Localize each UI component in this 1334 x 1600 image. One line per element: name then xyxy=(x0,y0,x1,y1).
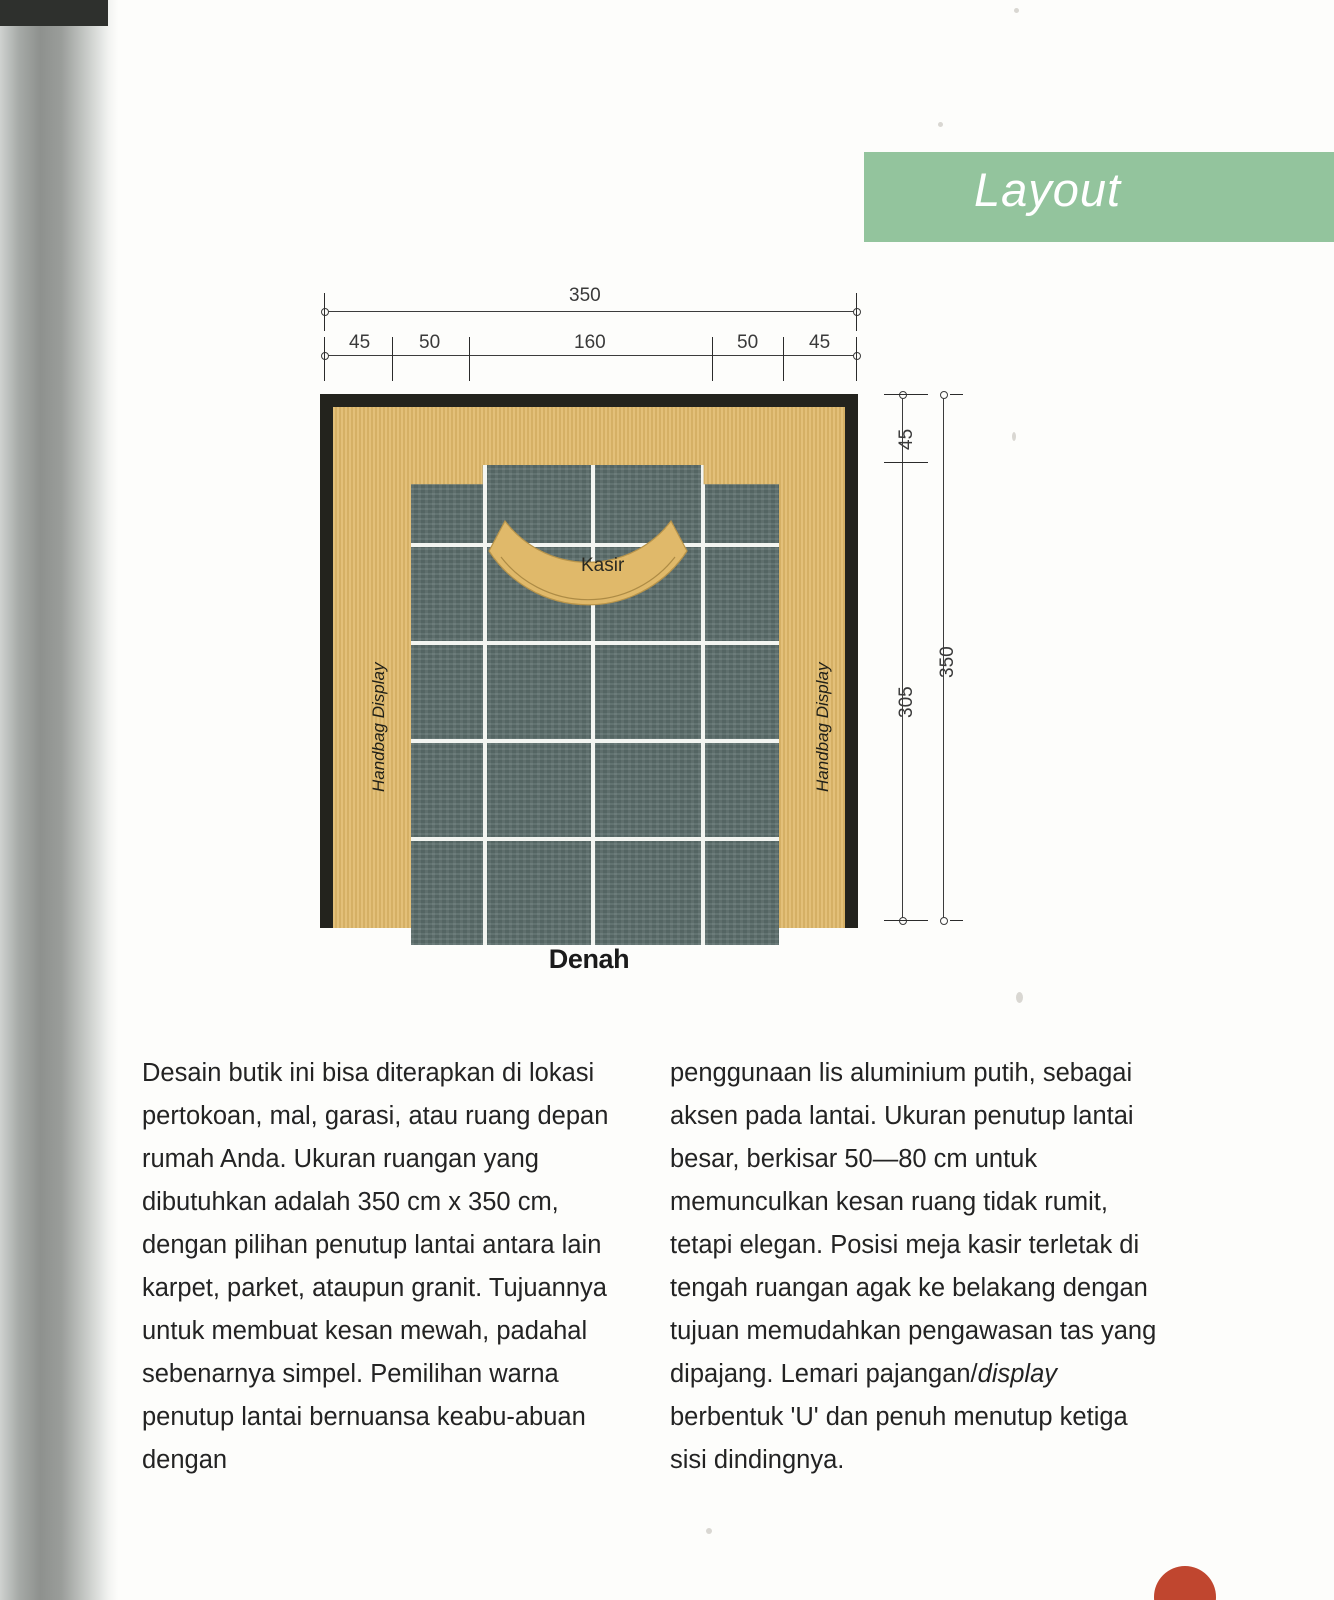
page-title: Layout xyxy=(974,163,1122,216)
grout-line-horizontal xyxy=(411,739,779,743)
dimension-chain-right xyxy=(868,388,963,928)
dim-tick xyxy=(884,394,928,395)
dim-label-total-top: 350 xyxy=(569,285,601,306)
dim-dot xyxy=(899,917,907,925)
cashier-counter xyxy=(485,507,691,607)
dim-label-right-seg-1: 45 xyxy=(896,428,917,450)
dim-tick xyxy=(712,337,713,381)
page-number-badge xyxy=(1154,1566,1216,1600)
section-header-band xyxy=(864,152,1334,242)
dim-tick xyxy=(856,293,857,331)
dim-dot xyxy=(321,308,329,316)
dim-dot xyxy=(321,352,329,360)
dim-line-segments-top xyxy=(324,355,856,356)
display-label-left: Handbag Display xyxy=(369,662,388,792)
body-paragraph-right xyxy=(670,1052,1160,1482)
dim-tick xyxy=(392,337,393,381)
dim-label-seg-2: 50 xyxy=(419,332,441,353)
scan-speck xyxy=(706,1528,712,1534)
body-column-right xyxy=(670,1052,1160,1482)
dim-tick xyxy=(469,337,470,381)
dim-tick xyxy=(324,293,325,331)
dimension-chain-top xyxy=(320,285,860,385)
dim-line-segments-right xyxy=(902,394,903,922)
dim-tick xyxy=(324,337,325,381)
scan-speck xyxy=(938,122,943,127)
body-text-pre-italic: penggunaan lis aluminium putih, sebagai aksen pada lantai. Ukuran penutup lantai besar, berkisar 50—80 cm untuk memunculkan kesan ruang tidak rumit, tetapi elegan. Posisi meja kasir terletak di tengah ruangan agak ke belakang dengan tujuan memudahkan pengawasan tas yang dipajang. Lemari pajangan/ xyxy=(670,1059,1157,1388)
dim-dot xyxy=(940,917,948,925)
body-column-left xyxy=(142,1052,612,1482)
dim-label-seg-4: 50 xyxy=(737,332,759,353)
body-text-italic: display xyxy=(977,1360,1058,1388)
grout-line-horizontal xyxy=(411,641,779,645)
dim-tick xyxy=(950,394,963,395)
display-label-right: Handbag Display xyxy=(813,662,832,792)
grout-line-vertical xyxy=(701,465,705,945)
dim-label-right-total: 350 xyxy=(937,646,958,678)
page-top-edge-shadow xyxy=(0,0,108,26)
dim-dot xyxy=(853,308,861,316)
dim-label-seg-3: 160 xyxy=(574,332,606,353)
dim-dot xyxy=(940,391,948,399)
dim-line-total-top xyxy=(324,311,856,312)
dim-tick xyxy=(950,920,963,921)
body-text-post-italic: berbentuk 'U' dan penuh menutup ketiga sisi dindingnya. xyxy=(670,1403,1128,1474)
scan-speck xyxy=(1012,432,1016,441)
figure-caption: Denah xyxy=(548,944,630,974)
grout-line-horizontal xyxy=(411,837,779,841)
floor-plan-figure xyxy=(320,394,858,928)
dim-tick xyxy=(884,920,928,921)
book-gutter-shadow xyxy=(0,0,118,1600)
display-cabinet-band xyxy=(333,407,845,928)
dim-dot xyxy=(899,391,907,399)
dim-label-seg-5: 45 xyxy=(809,332,831,353)
dim-tick xyxy=(856,337,857,381)
scan-speck xyxy=(1016,992,1023,1003)
dim-tick xyxy=(783,337,784,381)
dim-label-seg-1: 45 xyxy=(349,332,371,353)
dim-tick xyxy=(884,462,928,463)
dim-dot xyxy=(853,352,861,360)
cashier-label: Kasir xyxy=(581,555,625,576)
body-paragraph-left: Desain butik ini bisa diterapkan di lokasi pertokoan, mal, garasi, atau ruang depan rumah Anda. Ukuran ruangan yang dibutuhkan adalah 350 cm x 350 cm, dengan pilihan penutup lantai antara lain karpet, parket, ataupun granit. Tujuannya untuk membuat kesan mewah, padahal sebenarnya simpel. Pemilihan warna penutup lantai bernuansa keabu-abuan dengan xyxy=(142,1059,609,1474)
scan-speck xyxy=(1014,8,1019,13)
dim-label-right-seg-2: 305 xyxy=(896,686,917,718)
